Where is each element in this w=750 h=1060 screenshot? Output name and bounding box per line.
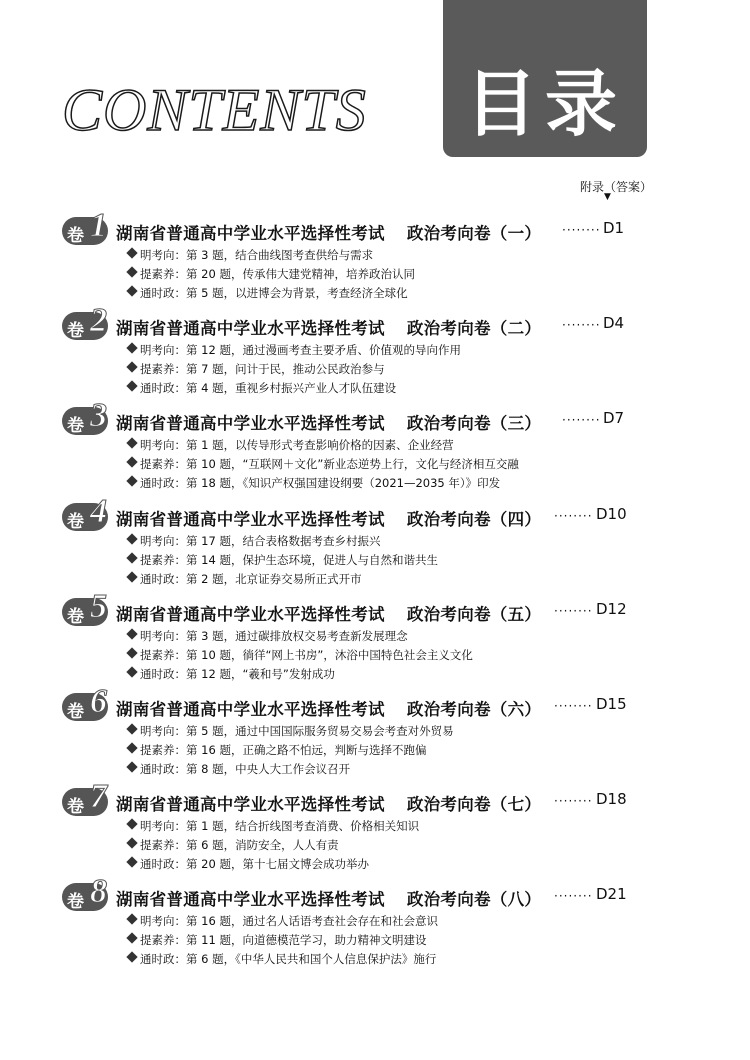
entry-subitem-text: 通时政：第 20 题，第十七届文博会成功举办 <box>140 857 369 871</box>
diamond-bullet-icon <box>126 247 137 258</box>
toc-entry[interactable] <box>0 207 750 312</box>
entry-title <box>116 220 541 244</box>
diamond-bullet-icon <box>126 723 137 734</box>
entry-subitem <box>140 571 362 587</box>
entry-subitem-text: 提素养：第 10 题，徜徉“网上书房”，沐浴中国特色社会主义文化 <box>140 648 473 662</box>
entry-title-main: 湖南省普通高中学业水平选择性考试 <box>116 510 385 529</box>
dot-leader: ········ <box>554 604 593 618</box>
contents-heading: CONTENTS <box>62 77 367 143</box>
entry-subitem-text: 明考向：第 16 题，通过名人话语考查社会存在和社会意识 <box>140 914 438 928</box>
entry-subitem <box>140 456 519 472</box>
entry-subitem-text: 通时政：第 4 题，重视乡村振兴产业人才队伍建设 <box>140 381 397 395</box>
entry-subitem <box>140 437 454 453</box>
entry-title-main: 湖南省普通高中学业水平选择性考试 <box>116 795 385 814</box>
volume-number: 2 <box>90 302 107 339</box>
entry-subitem <box>140 361 385 377</box>
entry-subitem <box>140 475 500 491</box>
entry-subitem <box>140 552 438 568</box>
entry-subitem-text: 提素养：第 20 题，传承伟大建党精神，培养政治认同 <box>140 267 415 281</box>
entry-title-sub: 政治考向卷（三） <box>406 414 542 433</box>
entry-subitem <box>140 723 454 739</box>
diamond-bullet-icon <box>126 456 137 467</box>
entry-subitem-text: 通时政：第 18 题，《知识产权强国建设纲要（2021—2035 年）》印发 <box>140 476 501 490</box>
dot-leader: ········ <box>562 413 601 427</box>
volume-badge-char: 卷 <box>67 416 84 436</box>
entry-title-main: 湖南省普通高中学业水平选择性考试 <box>116 319 385 338</box>
diamond-bullet-icon <box>126 818 137 829</box>
volume-badge-char: 卷 <box>67 226 84 246</box>
entry-title-sub: 政治考向卷（八） <box>406 890 542 909</box>
entry-subitem-text: 通时政：第 2 题，北京证券交易所正式开市 <box>140 572 362 586</box>
entry-subitem-text: 提素养：第 7 题，问计于民，推动公民政治参与 <box>140 362 385 376</box>
volume-badge-char: 卷 <box>67 892 84 912</box>
entry-title-main: 湖南省普通高中学业水平选择性考试 <box>116 605 385 624</box>
diamond-bullet-icon <box>126 628 137 639</box>
entry-title-sub: 政治考向卷（四） <box>406 510 542 529</box>
volume-badge-char: 卷 <box>67 512 84 532</box>
toc-entry[interactable] <box>0 588 750 693</box>
volume-number: 1 <box>90 207 107 244</box>
entry-subitem-text: 明考向：第 12 题，通过漫画考查主要矛盾、价值观的导向作用 <box>140 343 461 357</box>
page-reference[interactable]: D4 <box>603 314 625 332</box>
volume-number: 3 <box>90 397 107 434</box>
volume-badge <box>62 873 108 912</box>
entry-title-sub: 政治考向卷（一） <box>406 224 542 243</box>
dot-leader: ········ <box>554 509 593 523</box>
entry-subitem-text: 提素养：第 10 题，“互联网＋文化”新业态逆势上行，文化与经济相互交融 <box>140 457 519 471</box>
entry-title <box>116 886 541 910</box>
entry-subitem <box>140 266 415 282</box>
diamond-bullet-icon <box>126 837 137 848</box>
entry-subitem-text: 提素养：第 11 题，向道德模范学习，助力精神文明建设 <box>140 933 427 947</box>
diamond-bullet-icon <box>126 380 137 391</box>
entry-subitem <box>140 913 438 929</box>
volume-number: 8 <box>90 873 107 910</box>
entry-subitem-text: 提素养：第 16 题，正确之路不怕远，判断与选择不跑偏 <box>140 743 427 757</box>
volume-badge <box>62 683 108 722</box>
title-banner <box>443 0 647 157</box>
entry-subitem <box>140 932 426 948</box>
diamond-bullet-icon <box>126 951 137 962</box>
arrow-down-icon: ▼ <box>604 192 611 202</box>
volume-badge <box>62 778 108 817</box>
volume-number: 5 <box>90 588 107 625</box>
diamond-bullet-icon <box>126 571 137 582</box>
entry-subitem <box>140 647 473 663</box>
entry-subitem-text: 通时政：第 5 题，以进博会为背景，考查经济全球化 <box>140 286 408 300</box>
entry-subitem-text: 提素养：第 6 题，消防安全，人人有责 <box>140 838 339 852</box>
toc-entry[interactable] <box>0 302 750 407</box>
volume-badge <box>62 397 108 436</box>
diamond-bullet-icon <box>126 266 137 277</box>
page-reference[interactable]: D1 <box>603 219 625 237</box>
appendix-label: 附录（答案） <box>580 180 653 194</box>
entry-subitem <box>140 951 436 967</box>
toc-entry[interactable] <box>0 778 750 883</box>
toc-entry[interactable] <box>0 397 750 502</box>
entry-title <box>116 601 541 625</box>
entry-title <box>116 410 541 434</box>
dot-leader: ········ <box>562 223 601 237</box>
diamond-bullet-icon <box>126 666 137 677</box>
entry-subitem <box>140 856 369 872</box>
entry-subitem-text: 明考向：第 1 题，以传导形式考查影响价格的因素、企业经营 <box>140 438 454 452</box>
entry-title-sub: 政治考向卷（二） <box>406 319 542 338</box>
diamond-bullet-icon <box>126 856 137 867</box>
entry-subitem <box>140 247 373 263</box>
entry-subitem <box>140 761 350 777</box>
page-reference[interactable]: D15 <box>596 695 627 713</box>
entry-title <box>116 315 541 339</box>
entry-title-sub: 政治考向卷（五） <box>406 605 542 624</box>
volume-badge-char: 卷 <box>67 607 84 627</box>
volume-number: 6 <box>90 683 107 720</box>
volume-badge-char: 卷 <box>67 702 84 722</box>
volume-badge <box>62 207 108 246</box>
entry-subitem <box>140 533 380 549</box>
entry-subitem-text: 提素养：第 14 题，保护生态环境，促进人与自然和谐共生 <box>140 553 438 567</box>
diamond-bullet-icon <box>126 761 137 772</box>
entry-subitem-text: 明考向：第 3 题，结合曲线图考查供给与需求 <box>140 248 374 262</box>
volume-badge <box>62 588 108 627</box>
entry-subitem-text: 通时政：第 6 题，《中华人民共和国个人信息保护法》施行 <box>140 952 437 966</box>
diamond-bullet-icon <box>126 742 137 753</box>
entry-subitem-text: 明考向：第 1 题，结合折线图考查消费、价格相关知识 <box>140 819 420 833</box>
entry-subitem-text: 明考向：第 3 题，通过碳排放权交易考查新发展理念 <box>140 629 408 643</box>
entry-subitem <box>140 285 408 301</box>
diamond-bullet-icon <box>126 361 137 372</box>
diamond-bullet-icon <box>126 285 137 296</box>
entry-subitem <box>140 837 339 853</box>
diamond-bullet-icon <box>126 342 137 353</box>
toc-entry[interactable] <box>0 873 750 978</box>
volume-number: 7 <box>90 778 107 815</box>
entry-subitem-text: 明考向：第 17 题，结合表格数据考查乡村振兴 <box>140 534 381 548</box>
volume-badge-char: 卷 <box>67 797 84 817</box>
page-reference[interactable]: D18 <box>596 790 627 808</box>
toc-entry[interactable] <box>0 683 750 788</box>
volume-badge-char: 卷 <box>67 321 84 341</box>
entry-subitem-text: 通时政：第 8 题，中央人大工作会议召开 <box>140 762 351 776</box>
diamond-bullet-icon <box>126 913 137 924</box>
entry-subitem <box>140 342 461 358</box>
entry-subitem <box>140 628 408 644</box>
diamond-bullet-icon <box>126 552 137 563</box>
entry-subitem <box>140 818 419 834</box>
entry-title <box>116 696 541 720</box>
page-reference[interactable]: D21 <box>596 885 627 903</box>
entry-subitem-text: 通时政：第 12 题，“羲和号”发射成功 <box>140 667 335 681</box>
entry-subitem <box>140 666 335 682</box>
diamond-bullet-icon <box>126 932 137 943</box>
entry-subitem-text: 明考向：第 5 题，通过中国国际服务贸易交易会考查对外贸易 <box>140 724 454 738</box>
diamond-bullet-icon <box>126 475 137 486</box>
entry-title-sub: 政治考向卷（六） <box>406 700 542 719</box>
entry-title <box>116 791 541 815</box>
dot-leader: ········ <box>554 699 593 713</box>
entry-title-main: 湖南省普通高中学业水平选择性考试 <box>116 224 385 243</box>
entry-title-main: 湖南省普通高中学业水平选择性考试 <box>116 890 385 909</box>
dot-leader: ········ <box>554 794 593 808</box>
page-reference[interactable]: D10 <box>596 505 627 523</box>
diamond-bullet-icon <box>126 533 137 544</box>
toc-entry[interactable] <box>0 493 750 598</box>
page-reference[interactable]: D12 <box>596 600 627 618</box>
entry-subitem <box>140 380 396 396</box>
entry-title-main: 湖南省普通高中学业水平选择性考试 <box>116 414 385 433</box>
volume-badge <box>62 302 108 341</box>
entry-title-main: 湖南省普通高中学业水平选择性考试 <box>116 700 385 719</box>
page-reference[interactable]: D7 <box>603 409 625 427</box>
entry-title <box>116 506 541 530</box>
cn-title: 目录 <box>464 62 625 146</box>
entry-subitem <box>140 742 426 758</box>
dot-leader: ········ <box>562 318 601 332</box>
entry-title-sub: 政治考向卷（七） <box>406 795 542 814</box>
diamond-bullet-icon <box>126 647 137 658</box>
diamond-bullet-icon <box>126 437 137 448</box>
volume-badge <box>62 493 108 532</box>
volume-number: 4 <box>90 493 107 530</box>
dot-leader: ········ <box>554 889 593 903</box>
